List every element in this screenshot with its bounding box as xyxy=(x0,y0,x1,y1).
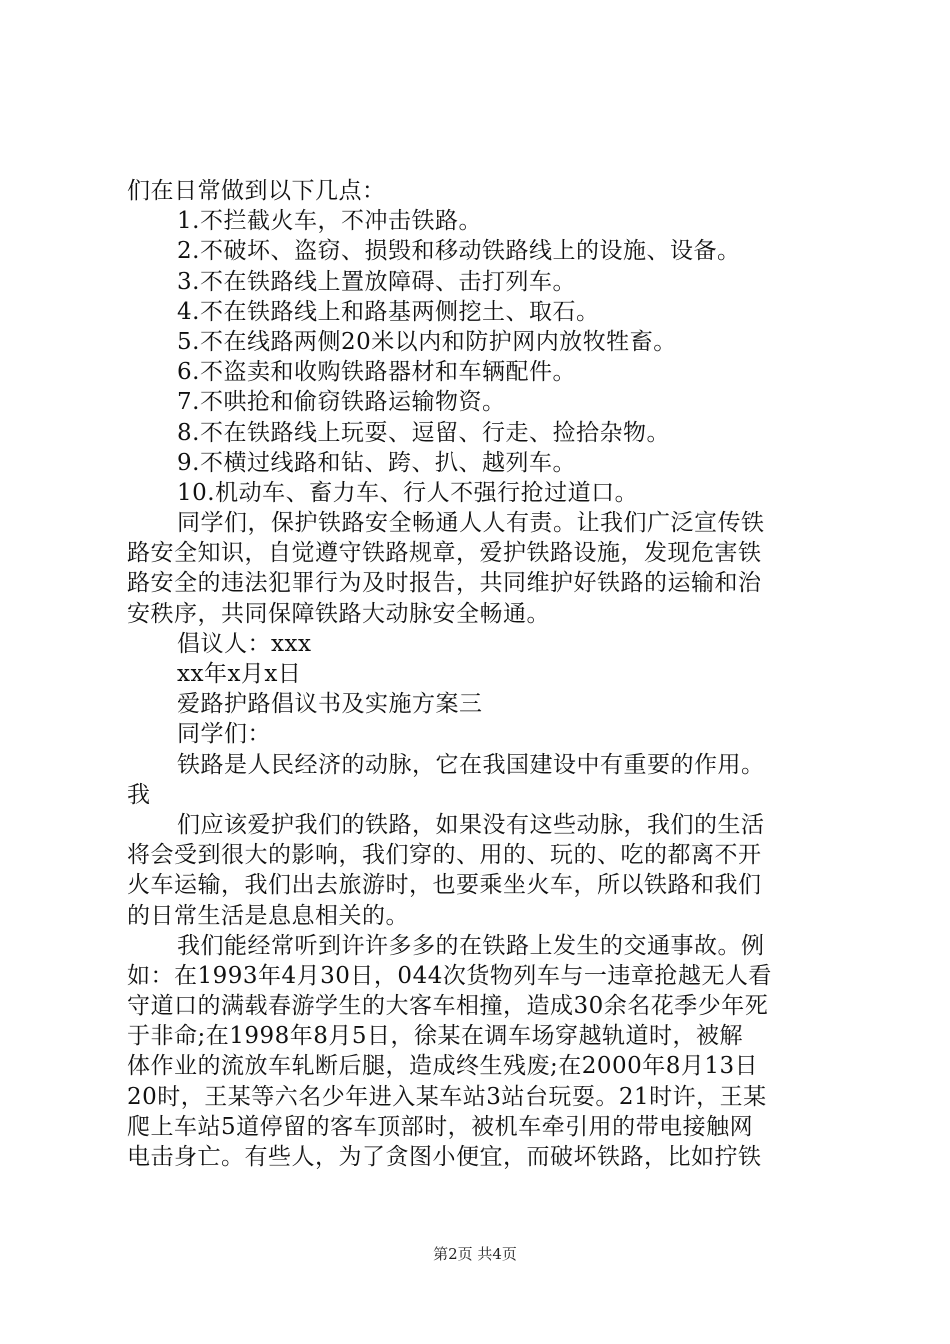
paragraph-line: 我们能经常听到许许多多的在铁路上发生的交通事故。例 xyxy=(177,932,765,959)
paragraph-line: 铁路是人民经济的动脉，它在我国建设中有重要的作用。 xyxy=(177,751,765,778)
date-line: xx年x月x日 xyxy=(177,661,302,687)
paragraph-line: 20时，王某等六名少年进入某车站3站台玩耍。21时许，王某 xyxy=(127,1083,767,1110)
list-item-5: 5.不在线路两侧20米以内和防护网内放牧牲畜。 xyxy=(177,328,677,355)
list-item-9: 9.不横过线路和钻、跨、扒、越列车。 xyxy=(177,449,576,476)
paragraph-line: 路安全知识，自觉遵守铁路规章，爱护铁路设施，发现危害铁 xyxy=(127,540,762,567)
list-item-3: 3.不在铁路线上置放障碍、击打列车。 xyxy=(177,268,576,295)
text-line: 们在日常做到以下几点： xyxy=(127,178,386,204)
paragraph-line: 如：在1993年4月30日，044次货物列车与一违章抢越无人看 xyxy=(127,962,772,989)
list-item-1: 1.不拦截火车，不冲击铁路。 xyxy=(177,208,482,235)
paragraph-line: 火车运输，我们出去旅游时，也要乘坐火车，所以铁路和我们 xyxy=(127,872,762,899)
salutation: 同学们： xyxy=(177,721,271,748)
list-item-8: 8.不在铁路线上玩耍、逗留、行走、捡拾杂物。 xyxy=(177,419,670,446)
list-item-6: 6.不盗卖和收购铁路器材和车辆配件。 xyxy=(177,359,576,386)
list-item-2: 2.不破坏、盗窃、损毁和移动铁路线上的设施、设备。 xyxy=(177,238,741,265)
paragraph-line: 的日常生活是息息相关的。 xyxy=(127,902,409,929)
list-item-10: 10.机动车、畜力车、行人不强行抢过道口。 xyxy=(177,479,639,506)
page-number-label: 第2页 共4页 xyxy=(433,1245,517,1263)
paragraph-line: 我 xyxy=(127,781,151,808)
paragraph-line: 爬上车站5道停留的客车顶部时，被机车牵引用的带电接触网 xyxy=(127,1113,754,1140)
paragraph-line: 安秩序，共同保障铁路大动脉安全畅通。 xyxy=(127,600,550,627)
paragraph-line: 于非命;在1998年8月5日，徐某在调车场穿越轨道时，被解 xyxy=(127,1023,744,1050)
paragraph-line: 将会受到很大的影响，我们穿的、用的、玩的、吃的都离不开 xyxy=(127,842,762,869)
list-item-7: 7.不哄抢和偷窃铁路运输物资。 xyxy=(177,389,506,416)
document-body xyxy=(127,176,827,1172)
paragraph-line: 电击身亡。有些人，为了贪图小便宜，而破坏铁路，比如拧铁 xyxy=(127,1144,762,1170)
paragraph-line: 路安全的违法犯罪行为及时报告，共同维护好铁路的运输和治 xyxy=(127,570,762,597)
paragraph-line: 守道口的满载春游学生的大客车相撞，造成30余名花季少年死 xyxy=(127,993,769,1020)
paragraph-line: 们应该爱护我们的铁路，如果没有这些动脉，我们的生活 xyxy=(177,811,765,838)
paragraph-line: 体作业的流放车轧断后腿，造成终生残废;在2000年8月13日 xyxy=(127,1053,759,1080)
paragraph-line: 同学们，保护铁路安全畅通人人有责。让我们广泛宣传铁 xyxy=(177,510,765,537)
initiator-line: 倡议人：xxx xyxy=(177,630,312,657)
section-title: 爱路护路倡议书及实施方案三 xyxy=(177,691,483,718)
page-footer xyxy=(0,1244,950,1264)
list-item-4: 4.不在铁路线上和路基两侧挖土、取石。 xyxy=(177,298,600,325)
